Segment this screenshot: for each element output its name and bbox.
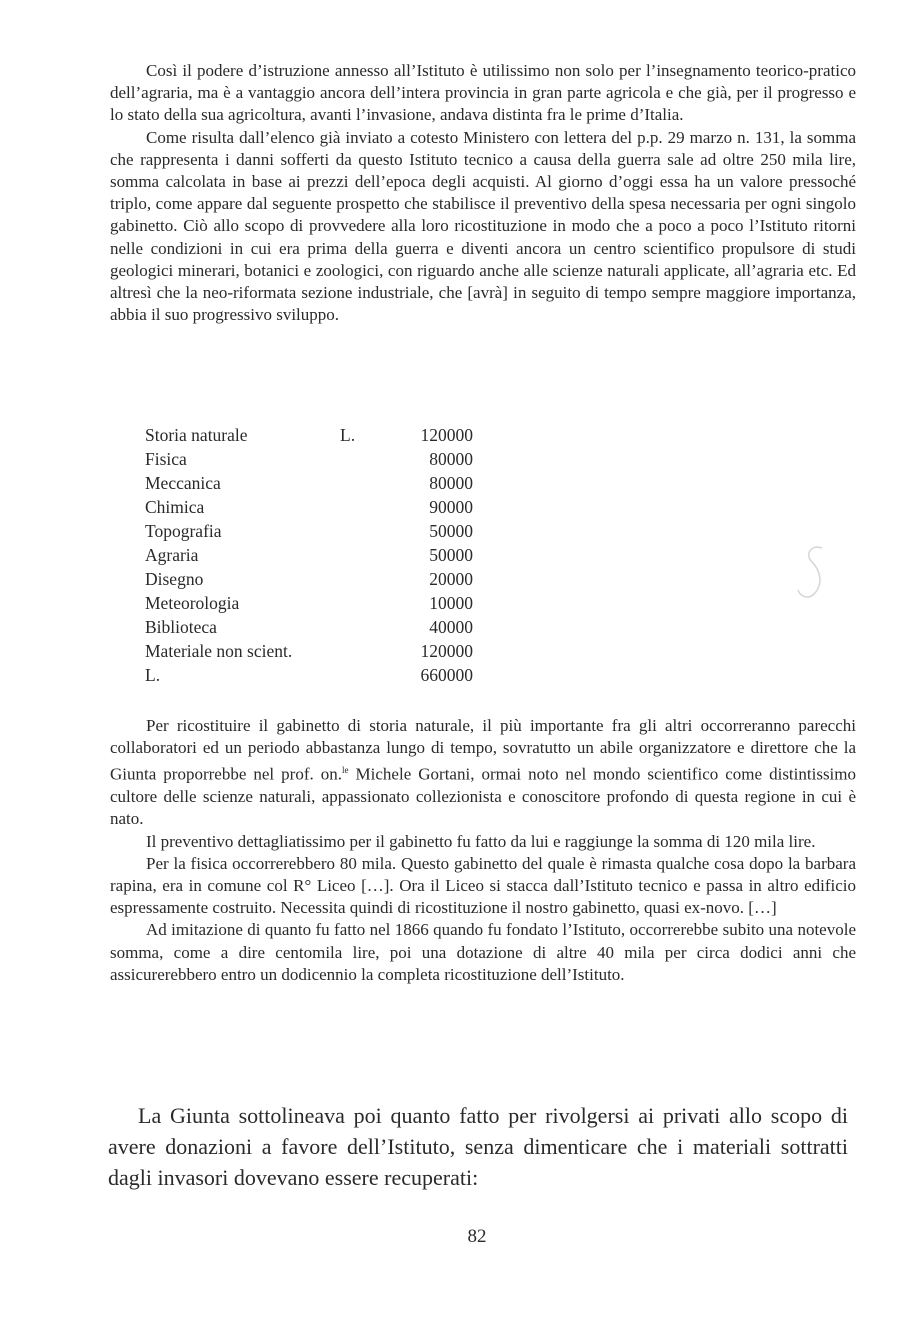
quote-paragraph: Come risulta dall’elenco già inviato a cotesto Ministero con lettera del p.p. 29 marzo n. 131, la somma che rappresenta i danni sofferti da questo Istituto tecnico a causa della guerra sale ad oltre 250 mila lire, somma calcolata in base ai prezzi dell’epoca degli acquisti. Al giorno d’oggi essa ha un valore pressoché triplo, come appare dal seguente prospetto che stabilisce il preventivo della spesa necessaria per ogni singolo gabinetto. Ciò allo scopo di provvedere alla loro ricostituzione in modo che a poco a poco l’Istituto ritorni nelle condizioni in cui era prima della guerra e diventi ancora un centro scientifico propulsore di studi geologici minerari, botanici e zoologici, con riguardo anche alle scienze naturali applicate, all’agraria etc. Ed altresì che la neo-riformata sezione industriale, che [avrà] in seguito di tempo sempre maggiore importanza, abbia il suo progressivo sviluppo.	[110, 127, 856, 325]
page-number: 82	[467, 1226, 487, 1247]
budget-amount: 50000	[429, 521, 473, 541]
budget-total-row	[145, 663, 485, 687]
quote-paragraph	[110, 715, 856, 831]
budget-label: Biblioteca	[145, 617, 217, 637]
budget-amount: 20000	[429, 569, 473, 589]
budget-row	[145, 615, 485, 639]
budget-row	[145, 567, 485, 591]
budget-row	[145, 519, 485, 543]
budget-table	[145, 423, 485, 687]
budget-label: Chimica	[145, 497, 205, 517]
quote-paragraph: Il preventivo dettagliatissimo per il gabinetto fu fatto da lui e raggiunge la somma di 120 mila lire.	[146, 831, 816, 851]
budget-row	[145, 591, 485, 615]
budget-row	[145, 447, 485, 471]
budget-total-amount: 660000	[420, 665, 473, 685]
budget-label: Materiale non scient.	[145, 641, 293, 661]
quote-text: Per ricostituire il gabinetto di storia naturale, il più importante fra gli altri occorreranno parecchi collaboratori ed un periodo abbastanza lungo di tempo, sovratutto un abile organizzatore e direttore che la Giunta proporrebbe nel prof. on.	[110, 716, 856, 785]
body-paragraph: La Giunta sottolineava poi quanto fatto per rivolgersi ai privati allo scopo di avere donazioni a favore dell’Istituto, senza dimenticare che i materiali sottratti dagli invasori dovevano essere recuperati:	[108, 1103, 848, 1190]
quoted-letter-bottom	[110, 715, 856, 986]
budget-label: Meteorologia	[145, 593, 240, 613]
budget-amount: 80000	[429, 473, 473, 493]
budget-amount: 80000	[429, 449, 473, 469]
budget-label: Fisica	[145, 449, 187, 469]
budget-row	[145, 543, 485, 567]
budget-row	[145, 471, 485, 495]
body-text	[108, 1100, 848, 1193]
budget-total-label: L.	[145, 665, 161, 685]
quote-paragraph: Così il podere d’istruzione annesso all’Istituto è utilissimo non solo per l’insegnamento teorico-pratico dell’agraria, ma è a vantaggio ancora dell’intera provincia in gran parte agricola e che già, per il progresso e lo stato della sua agricoltura, avanti l’invasione, andava distinta fra le prime d’Italia.	[110, 61, 856, 125]
superscript: le	[342, 765, 349, 776]
budget-currency: L.	[340, 425, 356, 445]
quote-paragraph: Per la fisica occorrerebbero 80 mila. Questo gabinetto del quale è rimasta qualche cosa dopo la barbara rapina, era in comune col R° Liceo […]. Ora il Liceo si stacca dall’Istituto tecnico e passa in altro edificio espressamente costruito. Necessita quindi di ricostituzione il nostro gabinetto, quasi ex-novo. […]	[110, 853, 856, 918]
budget-label: Storia naturale	[145, 425, 248, 445]
budget-label: Agraria	[145, 545, 199, 565]
budget-amount: 40000	[429, 617, 473, 637]
budget-label: Meccanica	[145, 473, 221, 493]
quote-text: Michele Gortani, ormai noto nel mondo scientifico come distintissimo cultore delle scienze naturali, appassionato collezionista e conoscitore profondo di questa regione in cui è nato.	[110, 765, 857, 829]
quoted-letter-top	[110, 60, 856, 326]
budget-label: Topografia	[145, 521, 222, 541]
pencil-mark-icon	[788, 540, 836, 610]
budget-amount: 50000	[429, 545, 473, 565]
budget-row	[145, 495, 485, 519]
budget-amount: 120000	[420, 425, 473, 445]
budget-row	[145, 639, 485, 663]
budget-label: Disegno	[145, 569, 204, 589]
budget-amount: 10000	[429, 593, 473, 613]
budget-amount: 90000	[429, 497, 473, 517]
budget-row	[145, 423, 485, 447]
budget-amount: 120000	[420, 641, 473, 661]
quote-paragraph: Ad imitazione di quanto fu fatto nel 1866 quando fu fondato l’Istituto, occorrerebbe subito una notevole somma, come a dire centomila lire, poi una dotazione di altre 40 mila per circa dodici anni che assicurerebbero entro un dodicennio la completa ricostituzione dell’Istituto.	[110, 920, 856, 984]
